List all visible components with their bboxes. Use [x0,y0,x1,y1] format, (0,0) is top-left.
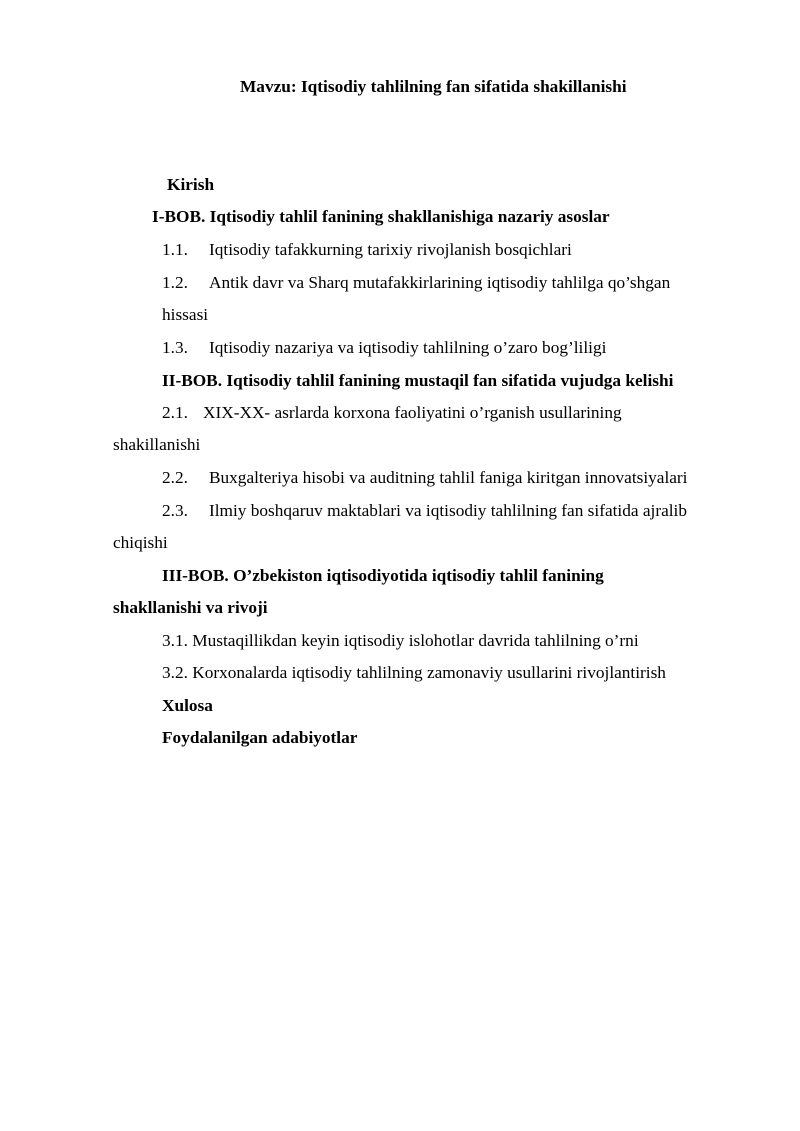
chapter3-heading-continuation: shakllanishi va rivoji [113,598,268,617]
toc-item-1-3 [162,339,606,356]
toc-item-2-1-continuation: shakillanishi [113,435,201,454]
chapter3-heading: III-BOB. O’zbekiston iqtisodiyotida iqtisodiy tahlil fanining [162,566,604,585]
toc-item-2-3-continuation: chiqishi [113,533,168,552]
toc-item-text: Iqtisodiy tafakkurning tarixiy rivojlanish bosqichlari [209,240,572,259]
toc-conclusion: Xulosa [162,696,213,715]
chapter1-heading: I-BOB. Iqtisodiy tahlil fanining shakllanishiga nazariy asoslar [152,207,610,226]
toc-item-text: Iqtisodiy nazariya va iqtisodiy tahlilning o’zaro bog’liligi [209,338,607,357]
toc-item-number: 1.1. [162,240,188,259]
toc-item-3-1: 3.1. Mustaqillikdan keyin iqtisodiy islohotlar davrida tahlilning o’rni [162,631,639,650]
toc-item-number: 1.2. [162,273,188,292]
toc-item-number: 2.1. [162,403,188,422]
toc-intro: Kirish [167,175,215,194]
chapter2-heading: II-BOB. Iqtisodiy tahlil fanining mustaqil fan sifatida vujudga kelishi [162,371,674,390]
toc-item-1-2 [162,274,670,291]
toc-item-3-2: 3.2. Korxonalarda iqtisodiy tahlilning zamonaviy usullarini rivojlantirish [162,663,666,682]
toc-item-number: 2.3. [162,501,188,520]
page-title: Mavzu: Iqtisodiy tahlilning fan sifatida shakillanishi [240,77,627,96]
toc-item-number: 1.3. [162,338,188,357]
toc-item-2-1 [162,404,622,421]
toc-item-text: Antik davr va Sharq mutafakkirlarining iqtisodiy tahlilga qo’shgan [209,273,671,292]
toc-item-1-2-continuation: hissasi [162,305,209,324]
toc-item-text: XIX-XX- asrlarda korxona faoliyatini o’rganish usullarining [203,403,622,422]
toc-item-text: Ilmiy boshqaruv maktablari va iqtisodiy tahlilning fan sifatida ajralib [209,501,688,520]
toc-references: Foydalanilgan adabiyotlar [162,728,358,747]
toc-item-text: Buxgalteriya hisobi va auditning tahlil faniga kiritgan innovatsiyalari [209,468,688,487]
toc-item-number: 2.2. [162,468,188,487]
toc-item-2-2 [162,469,687,486]
toc-item-2-3 [162,502,687,519]
toc-item-1-1 [162,241,572,258]
